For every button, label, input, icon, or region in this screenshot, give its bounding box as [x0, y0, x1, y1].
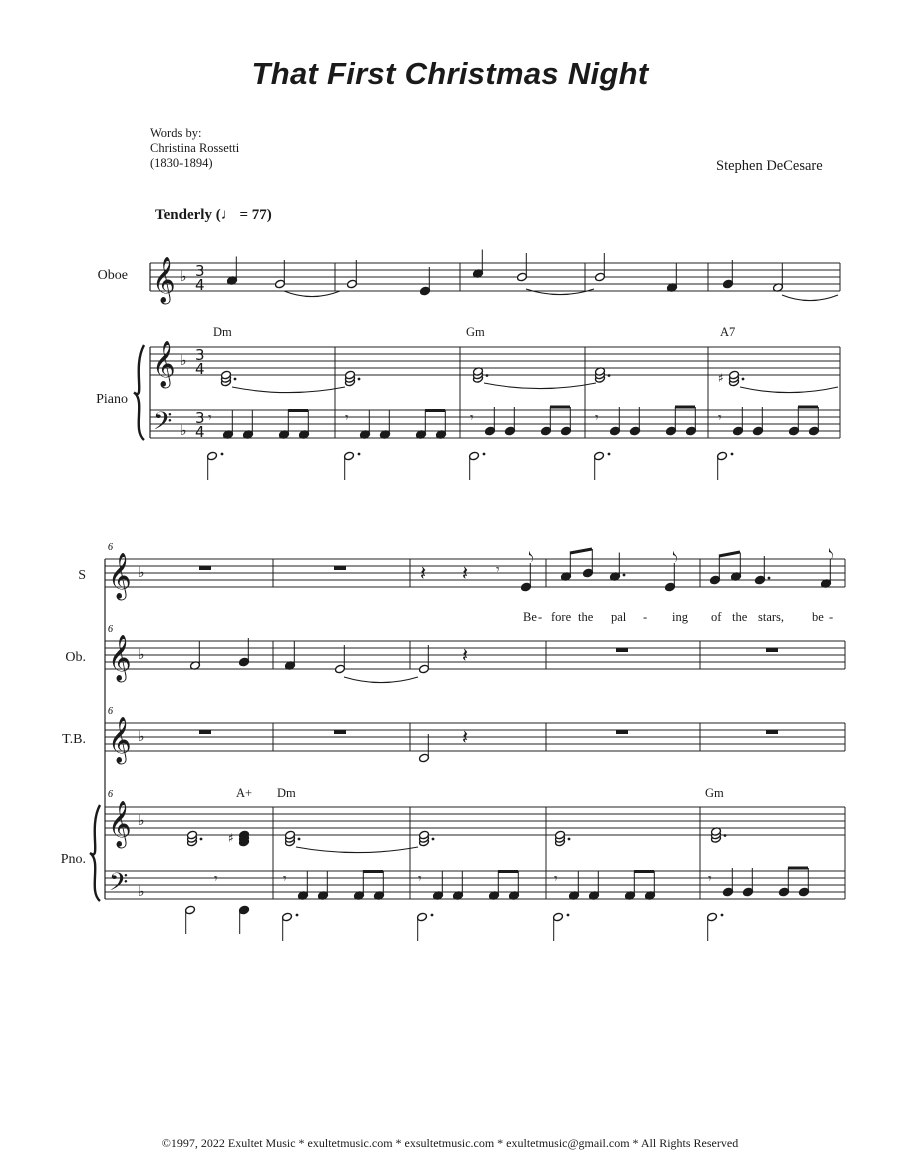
- eighth-rest: 𝄾: [345, 410, 349, 426]
- flat-sign: ♭: [138, 647, 145, 663]
- flag: 𝅮: [529, 549, 534, 570]
- whole-rest: [334, 566, 346, 570]
- measure-number: 6: [108, 624, 113, 635]
- chord-symbol: Gm: [466, 325, 485, 339]
- measure-number: 6: [108, 542, 113, 553]
- instrument-label-soprano: S: [78, 568, 86, 583]
- whole-rest: [616, 648, 628, 652]
- chord-symbol: Dm: [277, 786, 296, 800]
- treble-clef: 𝄞: [108, 801, 132, 847]
- whole-rest: [199, 730, 211, 734]
- eighth-rest: 𝄾: [214, 871, 218, 887]
- eighth-rest: 𝄾: [718, 410, 722, 426]
- dot: [768, 577, 771, 580]
- whole-rest: [616, 730, 628, 734]
- flat-sign: ♭: [138, 813, 145, 829]
- lyric-syllable: the: [732, 610, 748, 624]
- flat-sign: ♭: [138, 565, 145, 581]
- flat-sign: ♭: [180, 423, 187, 439]
- time-signature-top: 3: [195, 262, 205, 280]
- lyric-hyphen: -: [829, 610, 834, 624]
- flat-sign: ♭: [180, 269, 187, 285]
- time-signature-bottom: 4: [195, 276, 205, 294]
- time-signature-top: 3: [195, 409, 205, 427]
- tie: [782, 295, 838, 301]
- whole-rest: [334, 730, 346, 734]
- quarter-rest: 𝄽: [420, 561, 427, 585]
- quarter-rest: 𝄽: [462, 725, 469, 749]
- dot: [721, 914, 724, 917]
- words-label: Words by:: [150, 126, 202, 140]
- chord-symbol: Gm: [705, 786, 724, 800]
- dot: [296, 914, 299, 917]
- flat-sign: ♭: [180, 353, 187, 369]
- flat-sign: ♭: [138, 884, 145, 900]
- dot: [200, 838, 203, 841]
- quarter-rest: 𝄽: [462, 561, 469, 585]
- time-signature-top: 3: [195, 346, 205, 364]
- treble-clef: 𝄞: [152, 257, 176, 303]
- dot: [567, 914, 570, 917]
- measure-number: 6: [108, 706, 113, 717]
- notation-marks: [90, 250, 838, 942]
- tie: [344, 677, 418, 683]
- tie: [296, 847, 418, 853]
- eighth-rest: 𝄾: [283, 871, 287, 887]
- bass-clef: 𝄢: [153, 407, 173, 442]
- whole-rest: [766, 648, 778, 652]
- bass-clef: 𝄢: [109, 868, 129, 903]
- staff-lines: [105, 263, 845, 899]
- lyric-hyphen: -: [538, 610, 543, 624]
- flag: 𝅮: [673, 549, 678, 570]
- piano-brace: [90, 805, 100, 901]
- lyric-syllable: of: [711, 610, 722, 624]
- lyricist-name: Christina Rossetti: [150, 141, 240, 155]
- quarter-rest: 𝄽: [462, 643, 469, 667]
- instrument-label-piano-short: Pno.: [60, 852, 86, 867]
- eighth-rest: 𝄾: [470, 410, 474, 426]
- time-signature-bottom: 4: [195, 423, 205, 441]
- beam: [570, 549, 592, 553]
- copyright-footer: ©1997, 2022 Exultet Music * exultetmusic.com * exsultetmusic.com * exultetmusic@gmail.com * All Rights Reserved: [161, 1136, 739, 1150]
- lyric-syllable: stars,: [758, 610, 785, 624]
- dot: [432, 838, 435, 841]
- measure-number: 6: [108, 789, 113, 800]
- dot: [358, 453, 361, 456]
- dot: [623, 574, 626, 577]
- dot: [234, 378, 237, 381]
- lyric-syllable: be: [812, 610, 824, 624]
- tie: [526, 289, 594, 295]
- sharp-sign: ♯: [228, 831, 234, 845]
- whole-rest: [766, 730, 778, 734]
- eighth-rest: 𝄾: [418, 871, 422, 887]
- composer-name: Stephen DeCesare: [716, 158, 823, 174]
- dot: [358, 378, 361, 381]
- dot: [724, 834, 727, 837]
- flat-sign: ♭: [138, 729, 145, 745]
- instrument-label-oboe-short: Ob.: [65, 650, 86, 665]
- chord-symbol: Dm: [213, 325, 232, 339]
- instrument-label-baritone: T.B.: [62, 732, 86, 747]
- instrument-label-piano: Piano: [96, 392, 128, 407]
- dot: [483, 453, 486, 456]
- tie: [484, 383, 596, 389]
- lyric-syllable: fore: [551, 610, 572, 624]
- dot: [221, 453, 224, 456]
- chord-symbol: A+: [236, 786, 253, 800]
- treble-clef: 𝄞: [108, 553, 132, 599]
- sharp-sign: ♯: [718, 371, 724, 385]
- treble-clef: 𝄞: [108, 635, 132, 681]
- lyric-syllable: pal: [611, 610, 627, 624]
- chord-symbol: A7: [720, 325, 736, 339]
- score-title: That First Christmas Night: [251, 56, 649, 91]
- lyric-syllable: the: [578, 610, 594, 624]
- eighth-rest: 𝄾: [496, 562, 500, 578]
- lyricist-dates: (1830-1894): [150, 156, 213, 170]
- treble-clef: 𝄞: [152, 341, 176, 387]
- dot: [431, 914, 434, 917]
- lyric-syllable: ing: [672, 610, 688, 624]
- lyric-hyphen: -: [643, 610, 648, 624]
- piano-brace: [134, 345, 144, 440]
- dot: [731, 453, 734, 456]
- dot: [742, 378, 745, 381]
- dot: [608, 374, 611, 377]
- dot: [298, 838, 301, 841]
- dot: [568, 838, 571, 841]
- dot: [608, 453, 611, 456]
- tie: [284, 291, 340, 297]
- whole-rest: [199, 566, 211, 570]
- time-signature-bottom: 4: [195, 360, 205, 378]
- lyric-syllable: Be: [523, 610, 537, 624]
- eighth-rest: 𝄾: [708, 871, 712, 887]
- tie: [232, 387, 345, 393]
- eighth-rest: 𝄾: [595, 410, 599, 426]
- treble-clef: 𝄞: [108, 717, 132, 763]
- beam: [719, 552, 740, 556]
- instrument-label-oboe: Oboe: [97, 268, 128, 283]
- tempo-marking: Tenderly (♩ = 77): [155, 207, 272, 223]
- eighth-rest: 𝄾: [554, 871, 558, 887]
- eighth-rest: 𝄾: [208, 410, 212, 426]
- dot: [486, 374, 489, 377]
- tie: [740, 387, 838, 393]
- flag: 𝅮: [829, 546, 834, 567]
